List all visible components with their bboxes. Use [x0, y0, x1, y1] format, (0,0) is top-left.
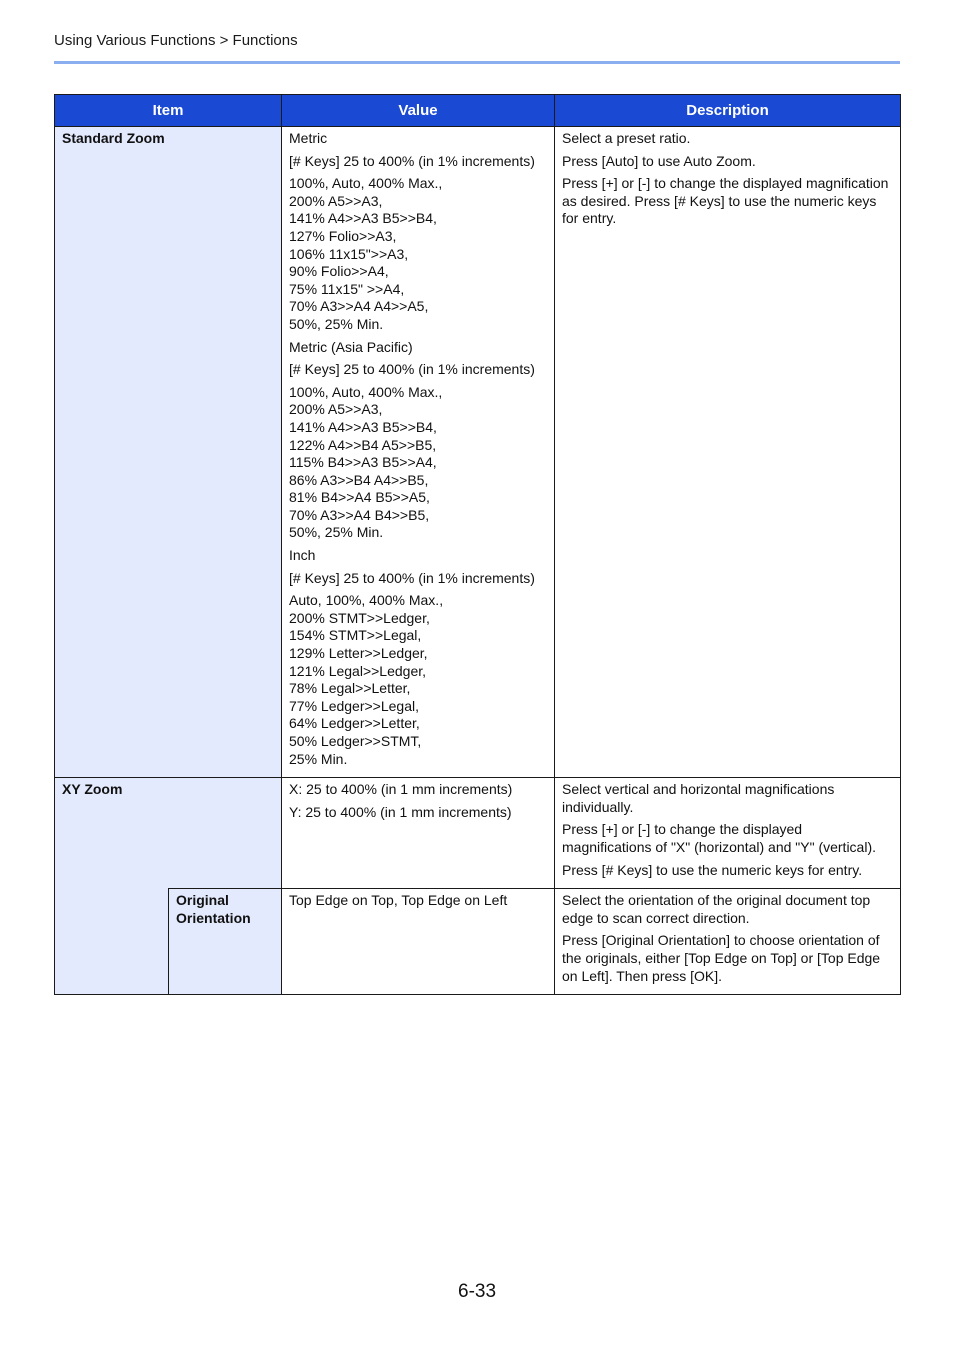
value-text: 100%, Auto, 400% Max., 200% A5>>A3, 141% A4>>A3 B5>>B4, 122% A4>>B4 A5>>B5, 115% B4>>A3 B5>>A4, 86% A3>>B4 A4>>B5, 81% B4>>A4 B5>>A5, 70% A3>>A4 B4>>B5, 50%, 25% Min. [289, 383, 443, 541]
value-text: Metric (Asia Pacific) [289, 338, 413, 355]
item-indent-spacer [55, 889, 169, 995]
header-divider [54, 61, 900, 64]
column-header-value: Value [282, 95, 555, 127]
item-original-orientation: Original Orientation [169, 889, 282, 995]
value-text: X: 25 to 400% (in 1 mm increments) [289, 781, 513, 798]
description-text: Press [Auto] to use Auto Zoom. [562, 152, 756, 169]
description-text: Select the orientation of the original document top edge to scan correct direction. [562, 892, 871, 926]
value-cell [282, 127, 555, 778]
column-header-item: Item [55, 95, 282, 127]
breadcrumb: Using Various Functions > Functions [54, 32, 298, 49]
item-standard-zoom: Standard Zoom [55, 127, 282, 778]
column-header-description: Description [555, 95, 901, 127]
description-text: Press [+] or [-] to change the displayed magnification as desired. Press [# Keys] to use the numeric keys for entry. [562, 175, 889, 227]
item-xy-zoom: XY Zoom [55, 778, 282, 889]
functions-table [54, 94, 901, 995]
table-row [55, 127, 901, 778]
description-cell [555, 778, 901, 889]
value-text: [# Keys] 25 to 400% (in 1% increments) [289, 152, 535, 169]
description-cell [555, 889, 901, 995]
table-header-row [55, 95, 901, 127]
table-row [55, 778, 901, 889]
description-cell [555, 127, 901, 778]
description-text: Press [+] or [-] to change the displayed magnifications of "X" (horizontal) and "Y" (vertical). [562, 821, 877, 855]
value-text: Auto, 100%, 400% Max., 200% STMT>>Ledger, 154% STMT>>Legal, 129% Letter>>Ledger, 121% Legal>>Ledger, 78% Legal>>Letter, 77% Ledger>>Legal, 64% Ledger>>Letter, 50% Ledger>>STMT, 25% Min. [289, 592, 444, 767]
value-text: 100%, Auto, 400% Max., 200% A5>>A3, 141% A4>>A3 B5>>B4, 127% Folio>>A3, 106% 11x15">>A3, 90% Folio>>A4, 75% 11x15" >>A4, 70% A3>>A4 A4>>A5, 50%, 25% Min. [289, 175, 443, 332]
description-text: Select a preset ratio. [562, 130, 691, 146]
value-cell [282, 889, 555, 995]
value-text: Inch [289, 547, 316, 564]
page-number: 6-33 [458, 1281, 497, 1302]
value-text: Y: 25 to 400% (in 1 mm increments) [289, 803, 512, 820]
description-text: Select vertical and horizontal magnifications individually. [562, 781, 835, 815]
value-text: [# Keys] 25 to 400% (in 1% increments) [289, 361, 535, 378]
value-text: [# Keys] 25 to 400% (in 1% increments) [289, 569, 535, 586]
value-text: Top Edge on Top, Top Edge on Left [289, 892, 508, 909]
table-row [55, 889, 901, 995]
description-text: Press [# Keys] to use the numeric keys for entry. [562, 861, 863, 878]
description-text: Press [Original Orientation] to choose orientation of the originals, either [Top Edge on Top] or [Top Edge on Left]. Then press [OK]. [562, 932, 881, 984]
value-text: Metric [289, 130, 328, 146]
value-cell [282, 778, 555, 889]
